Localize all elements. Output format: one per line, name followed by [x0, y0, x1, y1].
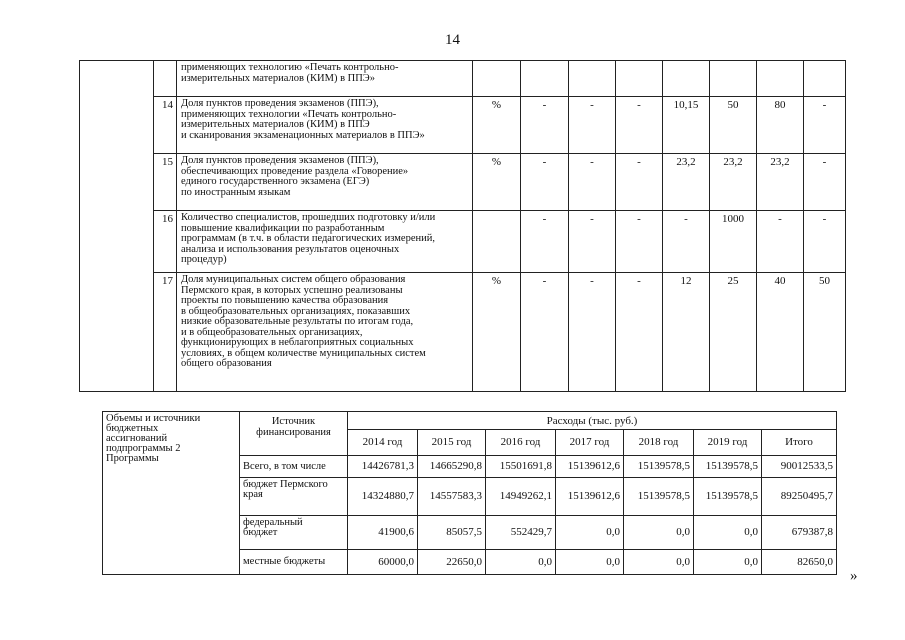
finance-value: 0,0 [694, 516, 762, 550]
finance-value: 14324880,7 [348, 478, 418, 516]
closing-quote: » [850, 568, 858, 584]
indicator-value [521, 61, 569, 97]
indicator-name-line: Доля муниципальных систем общего образования [181, 274, 406, 285]
funding-source-line: местные бюджеты [243, 556, 326, 567]
indicator-name-line: Количество специалистов, прошедших подготовку и/или [181, 212, 436, 223]
year-header: 2017 год [556, 430, 624, 456]
indicator-row [80, 211, 846, 273]
indicator-name-line: применяющих технологию «Печать контрольно- [181, 62, 399, 73]
indicator-value: 12 [663, 273, 710, 392]
page-number: 14 [445, 32, 460, 48]
finance-value: 15139578,5 [694, 478, 762, 516]
finance-value: 0,0 [624, 550, 694, 575]
finance-value: 14949262,1 [486, 478, 556, 516]
indicator-value [616, 61, 663, 97]
finance-value: 0,0 [556, 516, 624, 550]
indicator-row [80, 273, 846, 392]
finance-description-line: бюджетных [106, 423, 159, 434]
indicator-value: 25 [710, 273, 757, 392]
finance-value: 60000,0 [348, 550, 418, 575]
finance-value: 0,0 [694, 550, 762, 575]
indicator-name-line: измерительных материалов (КИМ) в ППЭ [181, 119, 370, 130]
indicator-name-line: повышение квалификации по разработанным [181, 222, 385, 234]
finance-value: 14426781,3 [348, 456, 418, 478]
finance-description-line: Объемы и источники [106, 413, 201, 424]
indicator-value: - [569, 273, 616, 392]
indicator-number: 15 [154, 154, 177, 211]
indicator-value [710, 61, 757, 97]
indicator-value: - [521, 97, 569, 154]
indicator-name [177, 211, 473, 273]
indicator-name-line: по иностранным языкам [181, 186, 291, 198]
indicator-value: 23,2 [757, 154, 804, 211]
indicator-value [804, 61, 846, 97]
funding-source [240, 456, 348, 478]
indicator-name [177, 154, 473, 211]
year-header: 2018 год [624, 430, 694, 456]
funding-source [240, 550, 348, 575]
expenses-header: Расходы (тыс. руб.) [348, 412, 837, 430]
indicator-value: - [616, 97, 663, 154]
indicator-name-line: функционирующих в неблагоприятных социальных [181, 337, 414, 348]
indicator-name-line: Доля пунктов проведения экзаменов (ППЭ), [181, 155, 379, 166]
finance-description [103, 412, 240, 575]
funding-source-line: бюджет [243, 527, 278, 538]
finance-value: 82650,0 [762, 550, 837, 575]
source-header-line: финансирования [256, 427, 331, 438]
indicator-value: - [521, 154, 569, 211]
indicator-name [177, 61, 473, 97]
indicator-value: - [663, 211, 710, 273]
indicator-name-line: низкие образовательные результаты по итогам года, [181, 316, 414, 327]
indicator-name-line: обеспечивающих проведение раздела «Говорение» [181, 165, 409, 177]
indicator-name-line: и сканирования экзаменационных материалов в ППЭ» [181, 129, 425, 141]
indicator-value: - [521, 273, 569, 392]
year-header: Итого [762, 430, 837, 456]
indicator-name-line: применяющих технологии «Печать контрольно- [181, 108, 397, 120]
indicator-value: - [521, 211, 569, 273]
indicator-name-line: проекты по повышению качества образования [181, 295, 389, 306]
indicator-name-line: Пермского края, в которых успешно реализованы [181, 284, 403, 296]
indicator-value [569, 61, 616, 97]
indicator-value: - [757, 211, 804, 273]
finance-value: 41900,6 [348, 516, 418, 550]
indicator-value: - [616, 273, 663, 392]
finance-description-line: подпрограммы 2 [106, 443, 181, 454]
indicator-number: 16 [154, 211, 177, 273]
indicator-name-line: условиях, в общем количестве муниципальных систем [181, 347, 426, 359]
finance-value: 0,0 [556, 550, 624, 575]
indicator-value: - [804, 211, 846, 273]
indicator-name-line: общего образования [181, 358, 272, 369]
finance-value: 89250495,7 [762, 478, 837, 516]
finance-value: 15139612,6 [556, 478, 624, 516]
indicator-name [177, 97, 473, 154]
indicator-unit: % [473, 273, 521, 392]
indicator-value: 23,2 [663, 154, 710, 211]
indicator-row [80, 97, 846, 154]
source-header [240, 412, 348, 456]
indicator-value: 50 [804, 273, 846, 392]
finance-value: 15139578,5 [624, 478, 694, 516]
funding-source-line: края [243, 489, 263, 500]
indicator-value: - [804, 154, 846, 211]
source-header-line: Источник [271, 416, 316, 427]
indicator-name-line: Доля пунктов проведения экзаменов (ППЭ), [181, 98, 379, 109]
indicator-value: - [569, 211, 616, 273]
blank-column [80, 61, 154, 392]
indicator-name-line: анализа и использования результатов оценочных [181, 243, 400, 255]
finance-value: 85057,5 [418, 516, 486, 550]
funding-source-line: бюджет Пермского [243, 479, 328, 490]
finance-table [102, 411, 837, 575]
year-header: 2019 год [694, 430, 762, 456]
indicator-unit [473, 211, 521, 273]
indicator-name-line: измерительных материалов (КИМ) в ППЭ» [181, 72, 375, 84]
indicator-value: - [569, 154, 616, 211]
indicator-name-line: и в общеобразовательных организациях, [181, 326, 363, 338]
indicator-value: 50 [710, 97, 757, 154]
indicator-value: 23,2 [710, 154, 757, 211]
indicator-value [757, 61, 804, 97]
indicator-value: - [569, 97, 616, 154]
indicator-name [177, 273, 473, 392]
indicator-value: - [616, 154, 663, 211]
indicator-name-line: в общеобразовательных организациях, показавших [181, 305, 411, 317]
indicator-unit [473, 61, 521, 97]
indicator-name-line: единого государственного экзамена (ЕГЭ) [181, 176, 370, 187]
indicator-value: 40 [757, 273, 804, 392]
funding-source [240, 478, 348, 516]
indicator-number: 17 [154, 273, 177, 392]
finance-value: 22650,0 [418, 550, 486, 575]
funding-source-line: федеральный [243, 517, 303, 528]
finance-value: 0,0 [624, 516, 694, 550]
indicator-value: 10,15 [663, 97, 710, 154]
indicator-row [80, 154, 846, 211]
indicator-name-line: процедур) [181, 254, 227, 265]
indicator-number: 14 [154, 97, 177, 154]
finance-value: 679387,8 [762, 516, 837, 550]
finance-value: 14557583,3 [418, 478, 486, 516]
year-header: 2014 год [348, 430, 418, 456]
finance-value: 15139578,5 [694, 456, 762, 478]
finance-value: 15501691,8 [486, 456, 556, 478]
finance-value: 90012533,5 [762, 456, 837, 478]
indicator-name-line: программам (в т.ч. в области педагогических измерений, [181, 233, 435, 244]
finance-value: 15139578,5 [624, 456, 694, 478]
finance-description-line: ассигнований [106, 433, 168, 444]
finance-description-line: Программы [106, 453, 159, 464]
indicator-number [154, 61, 177, 97]
finance-value: 15139612,6 [556, 456, 624, 478]
indicator-unit: % [473, 97, 521, 154]
finance-value: 14665290,8 [418, 456, 486, 478]
year-header: 2016 год [486, 430, 556, 456]
funding-source [240, 516, 348, 550]
finance-value: 0,0 [486, 550, 556, 575]
indicator-value: 1000 [710, 211, 757, 273]
indicator-unit: % [473, 154, 521, 211]
finance-value: 552429,7 [486, 516, 556, 550]
funding-source-line: Всего, в том числе [243, 460, 326, 472]
indicator-value [663, 61, 710, 97]
indicator-value: - [616, 211, 663, 273]
indicator-value: - [804, 97, 846, 154]
year-header: 2015 год [418, 430, 486, 456]
indicator-value: 80 [757, 97, 804, 154]
indicators-table [79, 60, 846, 392]
indicator-row [80, 61, 846, 97]
